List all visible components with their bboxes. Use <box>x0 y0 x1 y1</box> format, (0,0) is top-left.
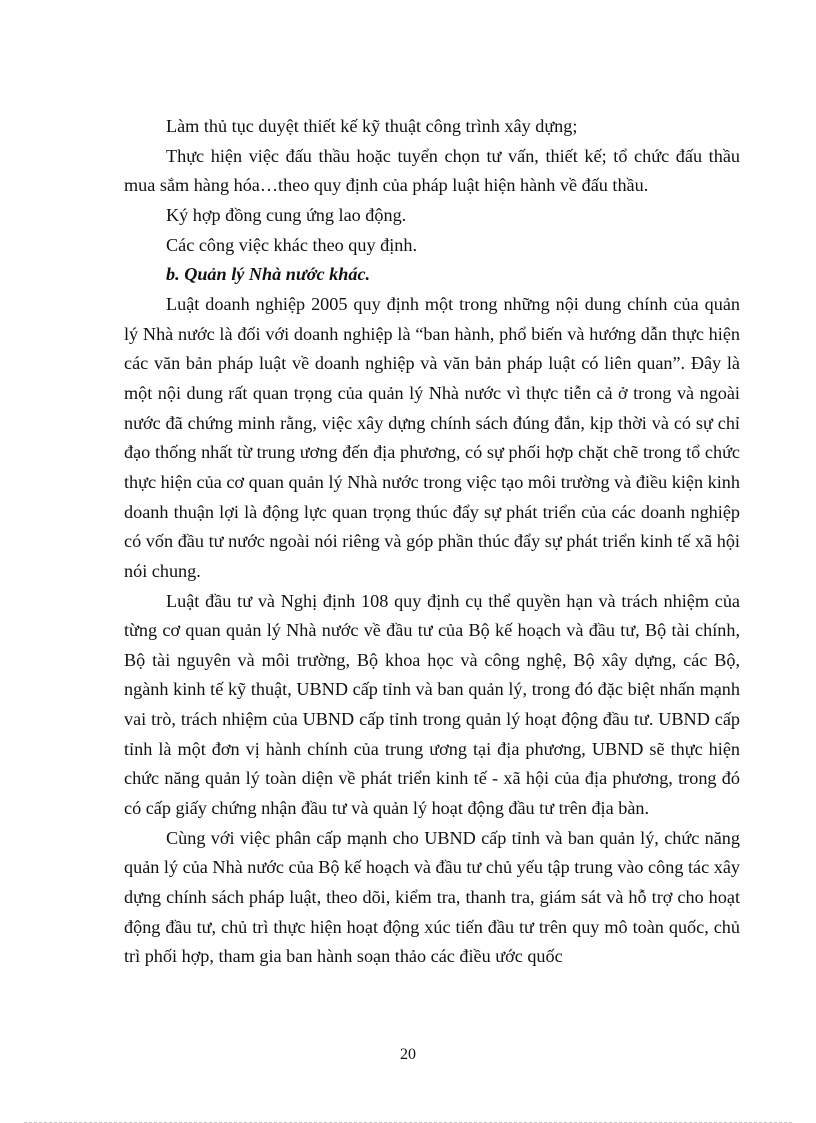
body-text <box>124 112 740 972</box>
page-number: 20 <box>400 1046 416 1063</box>
paragraph: Làm thủ tục duyệt thiết kế kỹ thuật công trình xây dựng; <box>166 116 578 136</box>
paragraph: Các công việc khác theo quy định. <box>166 234 418 255</box>
paragraph: Thực hiện việc đấu thầu hoặc tuyển chọn tư vấn, thiết kế; tổ chức đấu thầu mua sắm hàng hóa…theo quy định của pháp luật hiện hành về đấu thầu. <box>124 145 740 196</box>
paragraph: Luật đầu tư và Nghị định 108 quy định cụ thể quyền hạn và trách nhiệm của từng cơ quan quản lý Nhà nước về đầu tư của Bộ kế hoạch và đầu tư, Bộ tài chính, Bộ tài nguyên và môi trường, Bộ khoa học và công nghệ, Bộ xây dựng, các Bộ, ngành kinh tế kỹ thuật, UBND cấp tỉnh và ban quản lý, trong đó đặc biệt nhấn mạnh vai trò, trách nhiệm của UBND cấp tỉnh trong quản lý hoạt động đầu tư. UBND cấp tỉnh là một đơn vị hành chính của trung ương tại địa phương, UBND sẽ thực hiện chức năng quản lý toàn diện về phát triển kinh tế - xã hội của địa phương, trong đó có cấp giấy chứng nhận đầu tư và quản lý hoạt động đầu tư trên địa bàn. <box>124 590 740 819</box>
paragraph: Ký hợp đồng cung ứng lao động. <box>166 204 407 225</box>
section-heading: b. Quản lý Nhà nước khác. <box>166 264 371 285</box>
paragraph: Cùng với việc phân cấp mạnh cho UBND cấp tỉnh và ban quản lý, chức năng quản lý của Nhà nước của Bộ kế hoạch và đầu tư chủ yếu tập trung vào công tác xây dựng chính sách pháp luật, theo dõi, kiểm tra, thanh tra, giám sát và hỗ trợ cho hoạt động đầu tư, chủ trì thực hiện hoạt động xúc tiến đầu tư trên quy mô toàn quốc, chủ trì phối hợp, tham gia ban hành soạn thảo các điều ước quốc <box>124 827 740 967</box>
paragraph: Luật doanh nghiệp 2005 quy định một trong những nội dung chính của quản lý Nhà nước là đối với doanh nghiệp là “ban hành, phổ biến và hướng dẫn thực hiện các văn bản pháp luật về doanh nghiệp và văn bản pháp luật có liên quan”. Đây là một nội dung rất quan trọng của quản lý Nhà nước vì thực tiễn cả ở trong và ngoài nước đã chứng minh rằng, việc xây dựng chính sách đúng đắn, kịp thời và có sự chỉ đạo thống nhất từ trung ương đến địa phương, có sự phối hợp chặt chẽ trong tổ chức thực hiện của cơ quan quản lý Nhà nước trong việc tạo môi trường và điều kiện kinh doanh thuận lợi là động lực quan trọng thúc đẩy sự phát triển của các doanh nghiệp có vốn đầu tư nước ngoài nói riêng và góp phần thúc đẩy sự phát triển kinh tế xã hội nói chung. <box>124 293 740 581</box>
